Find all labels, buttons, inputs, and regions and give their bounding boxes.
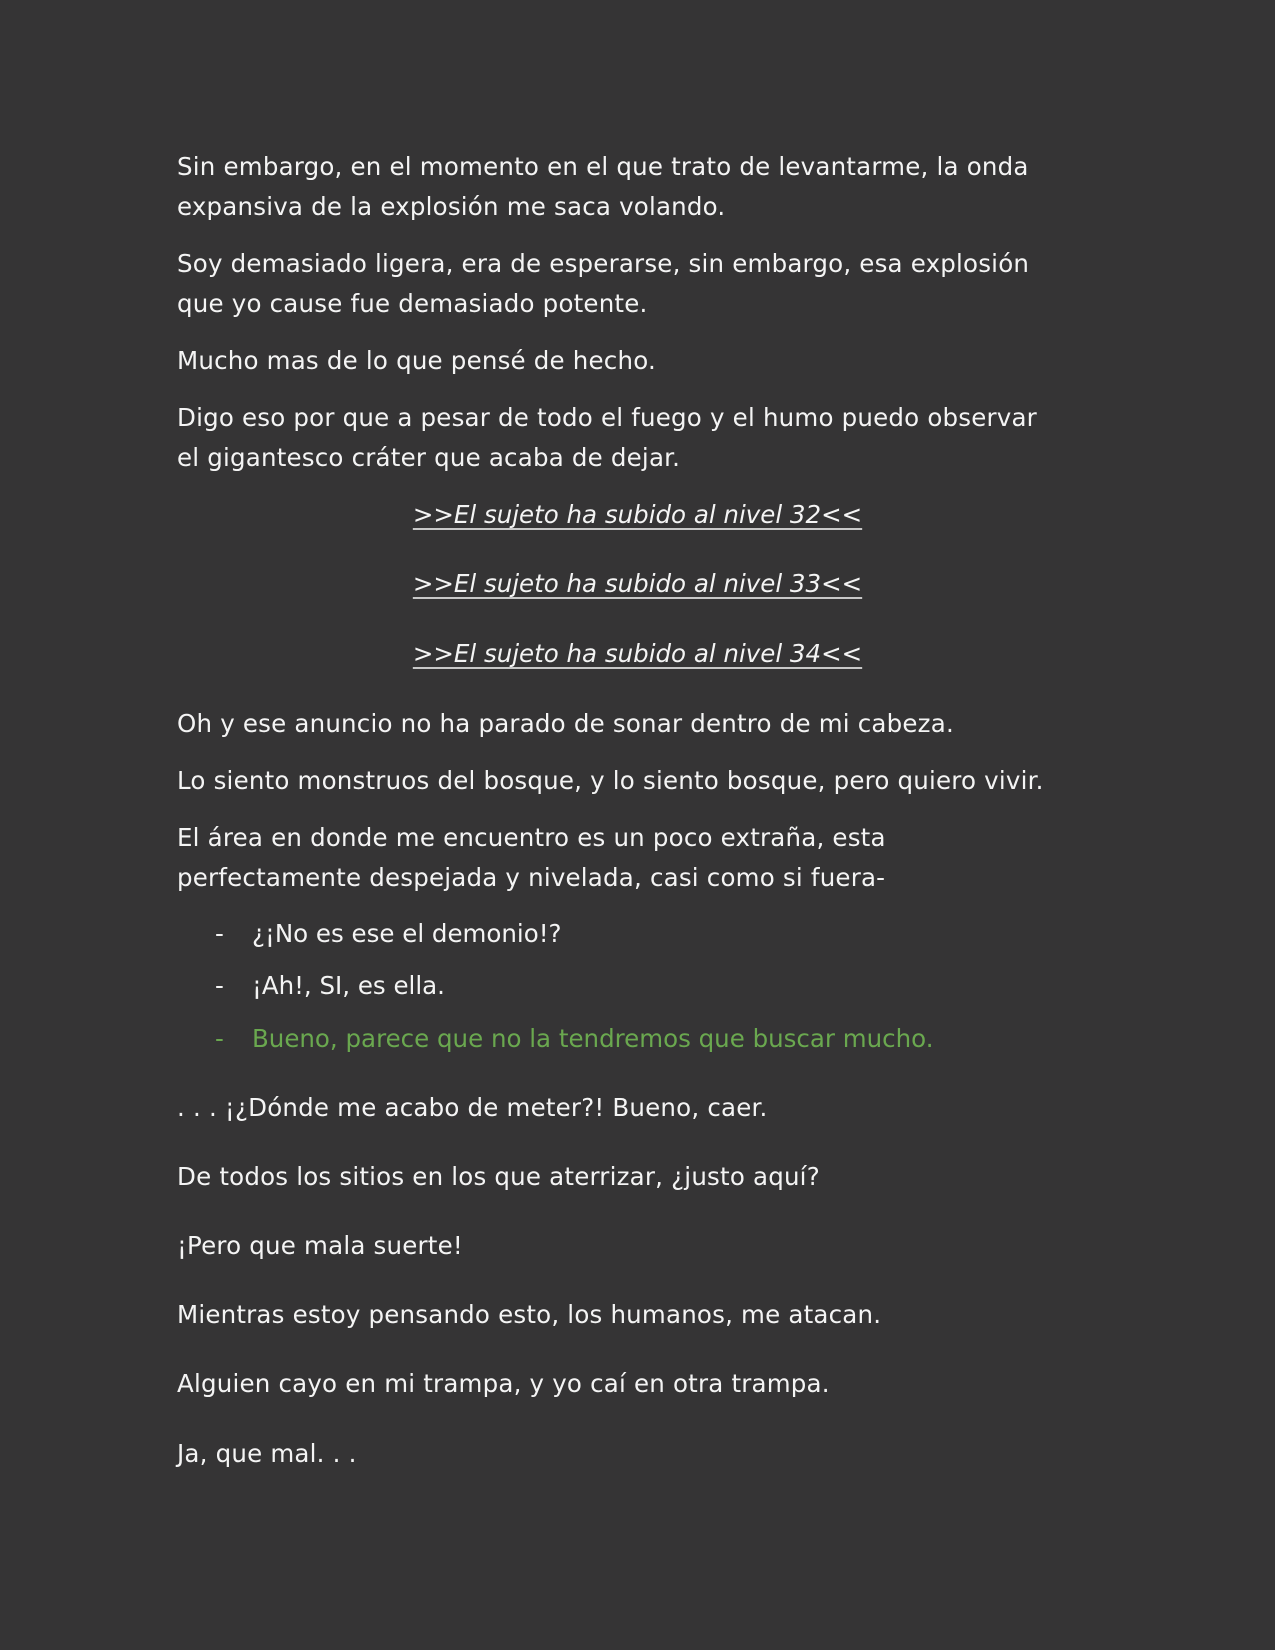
dialogue-line	[215, 966, 445, 1006]
paragraph-line: Mientras estoy pensando esto, los humanos, me atacan.	[177, 1300, 882, 1329]
system-message-text: >>El sujeto ha subido al nivel 32<<	[412, 500, 863, 529]
dialogue-line-green	[215, 1019, 934, 1059]
dialogue-text: ¿¡No es ese el demonio!?	[252, 919, 562, 948]
paragraph-line: Mucho mas de lo que pensé de hecho.	[177, 346, 656, 375]
paragraph-line: Ja, que mal. . .	[177, 1439, 357, 1468]
paragraph-line: expansiva de la explosión me saca volando.	[177, 192, 726, 221]
paragraph-line: el gigantesco cráter que acaba de dejar.	[177, 443, 681, 472]
paragraph-line: Alguien cayo en mi trampa, y yo caí en otra trampa.	[177, 1369, 830, 1398]
dialogue-text: ¡Ah!, SI, es ella.	[252, 971, 445, 1000]
paragraph-line: perfectamente despejada y nivelada, casi como si fuera-	[177, 863, 886, 892]
paragraph-line: Lo siento monstruos del bosque, y lo siento bosque, pero quiero vivir.	[177, 766, 1044, 795]
dialogue-dash: -	[215, 919, 224, 948]
paragraph-line: De todos los sitios en los que aterrizar, ¿justo aquí?	[177, 1162, 820, 1191]
dialogue-dash: -	[215, 1024, 224, 1053]
dialogue-text: Bueno, parece que no la tendremos que buscar mucho.	[252, 1024, 934, 1053]
paragraph-line: que yo cause fue demasiado potente.	[177, 289, 648, 318]
dialogue-dash: -	[215, 971, 224, 1000]
paragraph-line: ¡Pero que mala suerte!	[177, 1231, 463, 1260]
system-message	[0, 564, 1275, 604]
dialogue-line	[215, 914, 562, 954]
system-message	[0, 495, 1275, 535]
paragraph-line: Soy demasiado ligera, era de esperarse, sin embargo, esa explosión	[177, 249, 1030, 278]
system-message-text: >>El sujeto ha subido al nivel 33<<	[412, 569, 863, 598]
system-message	[0, 634, 1275, 674]
paragraph-line: . . . ¡¿Dónde me acabo de meter?! Bueno, caer.	[177, 1093, 768, 1122]
paragraph-line: Sin embargo, en el momento en el que trato de levantarme, la onda	[177, 152, 1029, 181]
paragraph-line: Digo eso por que a pesar de todo el fuego y el humo puedo observar	[177, 403, 1037, 432]
paragraph-line: Oh y ese anuncio no ha parado de sonar dentro de mi cabeza.	[177, 709, 954, 738]
paragraph-line: El área en donde me encuentro es un poco extraña, esta	[177, 823, 886, 852]
system-message-text: >>El sujeto ha subido al nivel 34<<	[412, 639, 863, 668]
